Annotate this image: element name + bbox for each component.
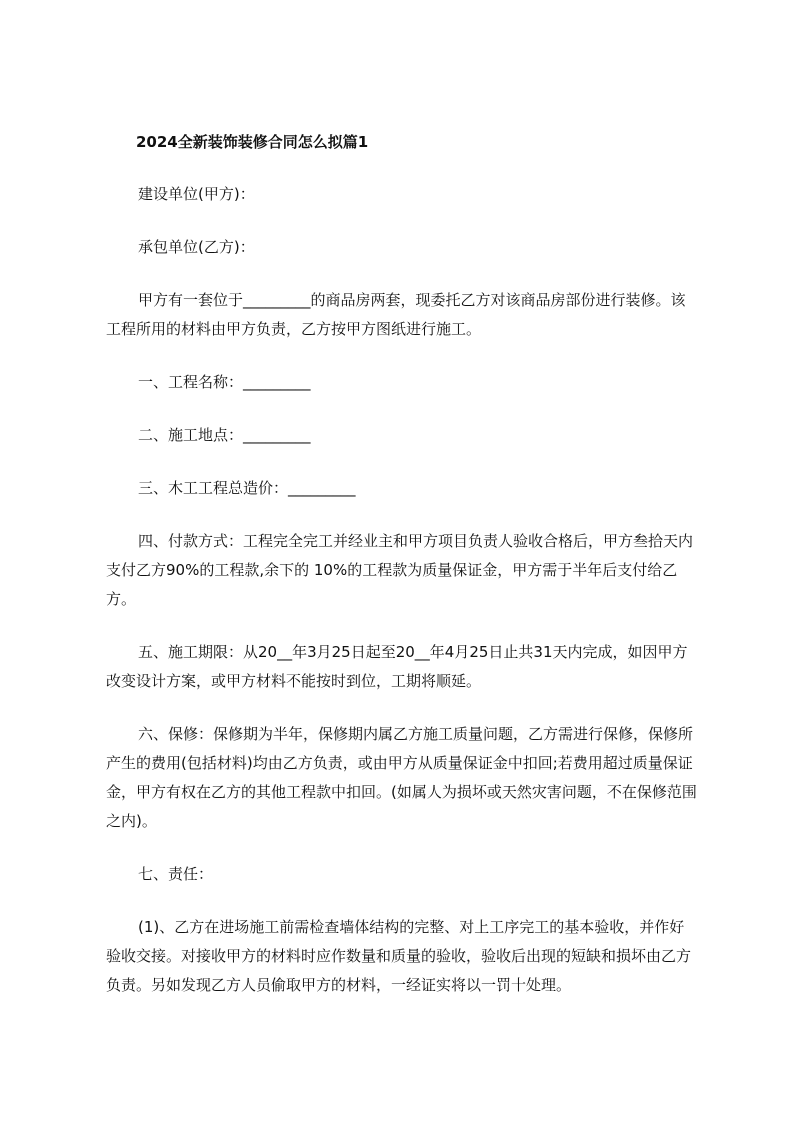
party-b-line: 承包单位(乙方)： <box>138 238 255 256</box>
party-a-line: 建设单位(甲方)： <box>138 185 255 203</box>
document-body <box>106 128 698 1024</box>
total-cost-line: 三、木工工程总造价：_________ <box>138 479 356 497</box>
document-title: 2024全新装饰装修合同怎么拟篇1 <box>136 133 369 151</box>
construction-period-paragraph: 五、施工期限：从20__年3月25日起至20__年4月25日止共31天内完成，如因甲方改变设计方案，或甲方材料不能按时到位，工期将顺延。 <box>106 643 688 690</box>
responsibility-item-1: (1)、乙方在进场施工前需检查墙体结构的完整、对上工序完工的基本验收，并作好验收交接。对接收甲方的材料时应作数量和质量的验收，验收后出现的短缺和损坏由乙方负责。另如发现乙方人员偷取甲方的材料，一经证实将以一罚十处理。 <box>106 918 692 994</box>
warranty-paragraph: 六、保修：保修期为半年，保修期内属乙方施工质量问题，乙方需进行保修，保修所产生的费用(包括材料)均由乙方负责，或由甲方从质量保证金中扣回;若费用超过质量保证金，甲方有权在乙方的其他工程款中扣回。(如属人为损坏或天然灾害问题，不在保修范围之内)。 <box>106 725 697 830</box>
intro-paragraph: 甲方有一套位于_________的商品房两套，现委托乙方对该商品房部份进行装修。该工程所用的材料由甲方负责，乙方按甲方图纸进行施工。 <box>106 291 686 338</box>
project-name-line: 一、工程名称：_________ <box>138 373 311 391</box>
responsibility-heading: 七、责任： <box>138 865 214 883</box>
payment-method-paragraph: 四、付款方式：工程完全完工并经业主和甲方项目负责人验收合格后，甲方叁拾天内支付乙方90%的工程款,余下的 10%的工程款为质量保证金，甲方需于半年后支付给乙方。 <box>106 532 694 608</box>
construction-site-line: 二、施工地点：_________ <box>138 426 311 444</box>
